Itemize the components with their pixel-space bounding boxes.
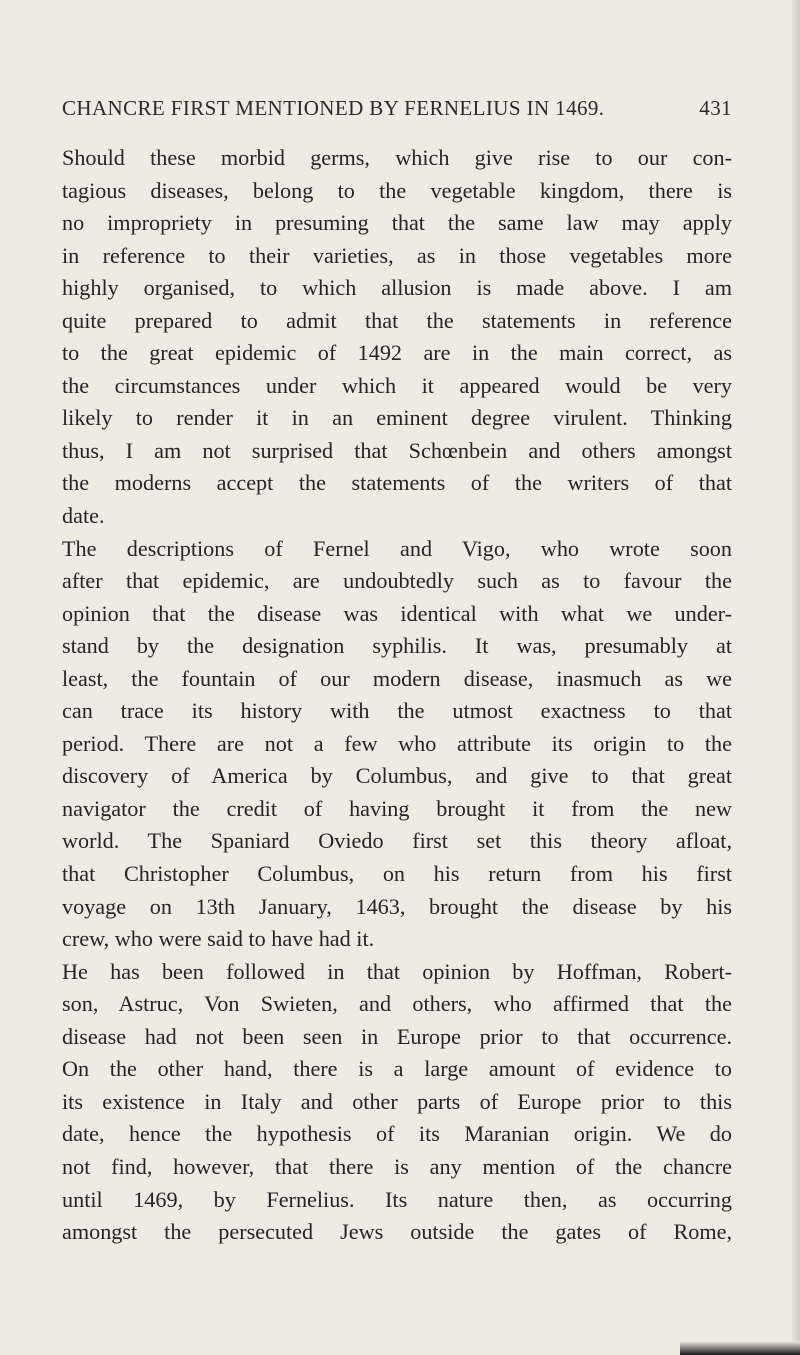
text-line: discovery of America by Columbus, and give to that great: [62, 763, 732, 789]
text-line: not find, however, that there is any mention of the chancre: [62, 1153, 732, 1179]
text-line: thus, I am not surprised that Schœnbein and others amongst: [62, 437, 732, 463]
text-line: date.: [62, 503, 105, 529]
text-line: son, Astruc, Von Swieten, and others, who affirmed that the: [62, 991, 732, 1017]
page-edge-shadow: [792, 0, 800, 1355]
text-line: Should these morbid germs, which give rise to our con-: [62, 145, 732, 170]
text-line: quite prepared to admit that the statements in reference: [62, 307, 732, 333]
text-line: disease had not been seen in Europe prior to that occurrence.: [62, 1023, 732, 1049]
page-number: 431: [699, 96, 732, 120]
text-line: highly organised, to which allusion is made above. I am: [62, 275, 732, 301]
page-corner-shadow: [680, 1341, 800, 1355]
text-line: On the other hand, there is a large amount of evidence to: [62, 1056, 732, 1082]
text-line: after that epidemic, are undoubtedly such as to favour the: [62, 568, 732, 594]
text-line: until 1469, by Fernelius. Its nature then, as occurring: [62, 1186, 732, 1212]
text-line: crew, who were said to have had it.: [62, 926, 375, 952]
text-line: least, the fountain of our modern disease, inasmuch as we: [62, 665, 732, 691]
text-line: voyage on 13th January, 1463, brought the disease by his: [62, 893, 732, 919]
text-line: stand by the designation syphilis. It was, presumably at: [62, 633, 732, 659]
text-line: navigator the credit of having brought it from the new: [62, 795, 732, 821]
text-line: date, hence the hypothesis of its Maranian origin. We do: [62, 1121, 732, 1147]
running-head-title: CHANCRE FIRST MENTIONED BY FERNELIUS IN 1469.: [62, 96, 605, 120]
text-line: the moderns accept the statements of the writers of that: [62, 470, 732, 496]
text-line: to the great epidemic of 1492 are in the main correct, as: [62, 340, 732, 366]
text-line: The descriptions of Fernel and Vigo, who wrote soon: [62, 535, 732, 561]
running-head: [62, 96, 732, 121]
text-line: no impropriety in presuming that the same law may apply: [62, 210, 732, 236]
text-line: tagious diseases, belong to the vegetable kingdom, there is: [62, 177, 732, 203]
text-line: amongst the persecuted Jews outside the gates of Rome,: [62, 1219, 732, 1245]
text-line: likely to render it in an eminent degree virulent. Thinking: [62, 405, 732, 431]
text-line: He has been followed in that opinion by Hoffman, Robert-: [62, 958, 732, 984]
text-line: period. There are not a few who attribute its origin to the: [62, 730, 732, 756]
body-text: [62, 142, 732, 1249]
text-line: its existence in Italy and other parts of Europe prior to this: [62, 1088, 732, 1114]
text-line: that Christopher Columbus, on his return from his first: [62, 861, 732, 887]
text-line: can trace its history with the utmost exactness to that: [62, 698, 732, 724]
text-line: opinion that the disease was identical with what we under-: [62, 600, 732, 626]
text-line: the circumstances under which it appeared would be very: [62, 372, 732, 398]
text-line: world. The Spaniard Oviedo first set this theory afloat,: [62, 828, 732, 854]
text-line: in reference to their varieties, as in those vegetables more: [62, 242, 732, 268]
